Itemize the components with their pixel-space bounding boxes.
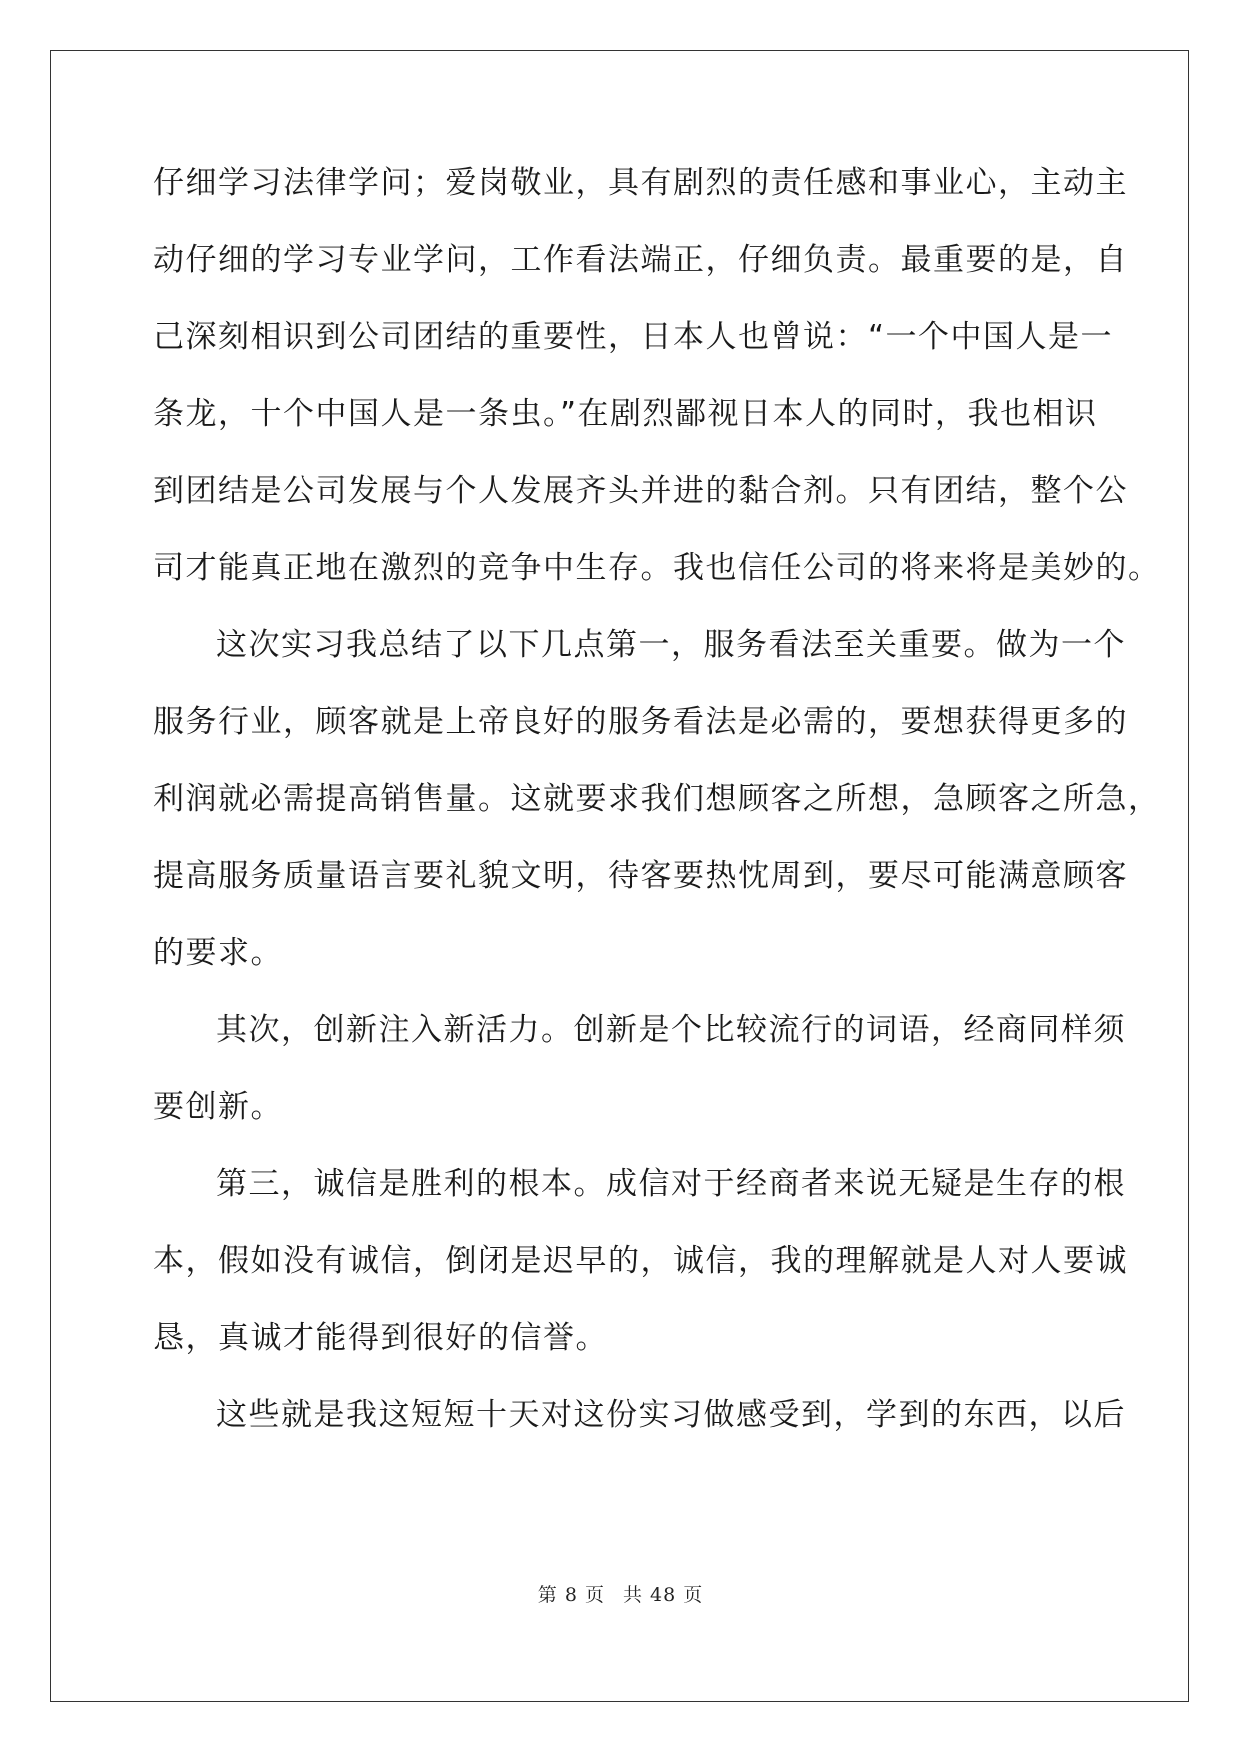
- text-line: 第三，诚信是胜利的根本。成信对于经商者来说无疑是生存的根: [216, 1166, 1126, 1202]
- document-body: [153, 160, 1161, 1469]
- text-line: 到团结是公司发展与个人发展齐头并进的黏合剂。只有团结，整个公: [153, 473, 1128, 509]
- text-line: 服务行业，顾客就是上帝良好的服务看法是必需的，要想获得更多的: [153, 704, 1128, 740]
- total-pages: 共 48 页: [622, 1584, 704, 1606]
- text-line: 利润就必需提高销售量。这就要求我们想顾客之所想，急顾客之所急，: [153, 781, 1161, 817]
- text-line: 的要求。: [153, 935, 283, 971]
- page-footer: [0, 1580, 1241, 1607]
- text-line: 其次，创新注入新活力。创新是个比较流行的词语，经商同样须: [216, 1012, 1126, 1048]
- page-number: 第 8 页: [537, 1584, 605, 1606]
- text-line: 这次实习我总结了以下几点第一，服务看法至关重要。做为一个: [216, 627, 1126, 663]
- text-line: 提高服务质量语言要礼貌文明，待客要热忱周到，要尽可能满意顾客: [153, 858, 1128, 894]
- text-line: 己深刻相识到公司团结的重要性，日本人也曾说：“一个中国人是一: [153, 319, 1114, 355]
- text-line: 本，假如没有诚信，倒闭是迟早的，诚信，我的理解就是人对人要诚: [153, 1243, 1128, 1279]
- text-line: 这些就是我这短短十天对这份实习做感受到，学到的东西，以后: [216, 1397, 1126, 1433]
- text-line: 仔细学习法律学问；爱岗敬业，具有剧烈的责任感和事业心，主动主: [153, 165, 1128, 201]
- text-line: 司才能真正地在激烈的竞争中生存。我也信任公司的将来将是美妙的。: [153, 550, 1161, 586]
- text-line: 动仔细的学习专业学问，工作看法端正，仔细负责。最重要的是，自: [153, 242, 1128, 278]
- text-line: 要创新。: [153, 1089, 283, 1125]
- text-line: 条龙，十个中国人是一条虫。”在剧烈鄙视日本人的同时，我也相识: [153, 396, 1098, 432]
- text-line: 恳，真诚才能得到很好的信誉。: [153, 1320, 608, 1356]
